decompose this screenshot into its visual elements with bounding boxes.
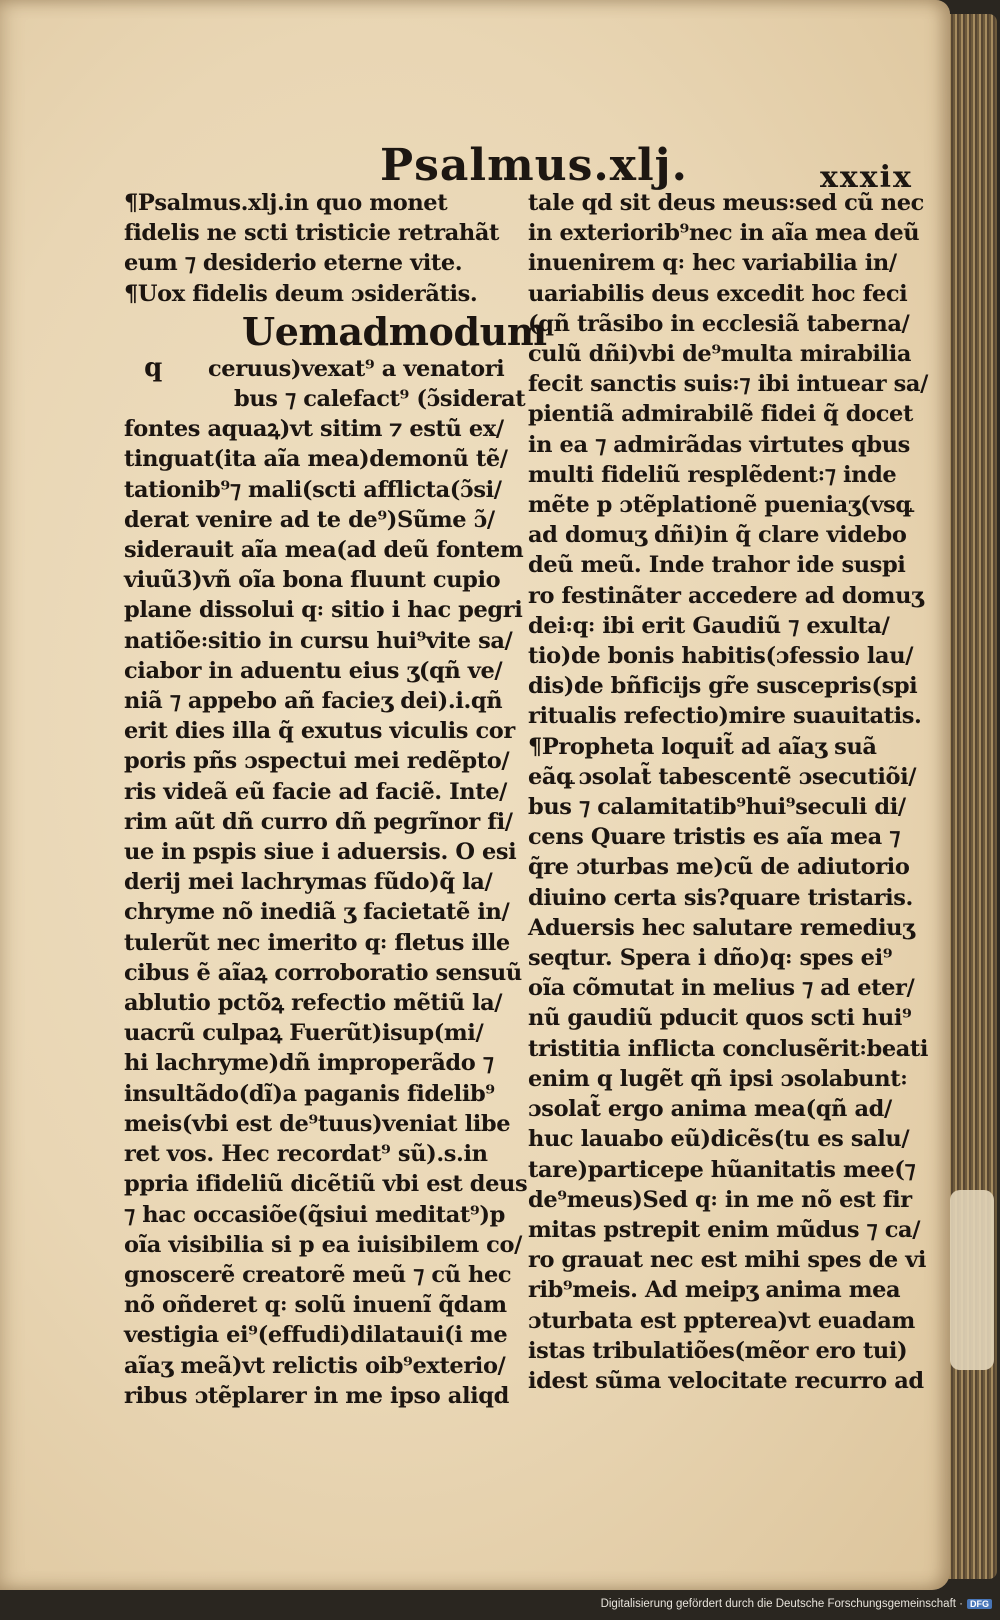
text-line: inuenirem q꞉ hec variabilia in/ (528, 250, 897, 277)
text-line: (qñ trãsibo in ecclesiã taberna/ (528, 310, 910, 337)
text-line: nõ oñderet q꞉ solũ inuenĩ q̃dam (124, 1292, 507, 1319)
text-line: aĩaʒ meã)vt relictis oib⁹exterio/ (124, 1352, 506, 1379)
text-line: cibus ẽ aĩaꝝ corroboratio sensuũ (124, 959, 522, 986)
text-line: tinguat(ita aĩa mea)demonũ tẽ/ (124, 446, 508, 473)
text-line: derij mei lachrymas fũdo)q̃ la/ (124, 869, 493, 896)
text-line: viuũ3)vñ oĩa bona fluunt cupio (124, 567, 501, 594)
text-line: dis)de bñficijs gr̃e suscepris(spi (528, 673, 918, 700)
text-line: eãq꜡ ɔsolat̃ tabescentẽ ɔsecutiõi/ (528, 763, 917, 790)
folio-number: xxxix (820, 160, 913, 195)
text-line: siderauit aĩa mea(ad deũ fontem (124, 537, 524, 564)
text-line: gnoscerẽ creatorẽ meũ ⁊ cũ hec (124, 1261, 512, 1288)
text-line: bus ⁊ calefact⁹ (ɔ̃siderat (234, 386, 526, 413)
text-line: hi lachryme)dñ improperãdo ⁊ (124, 1050, 494, 1077)
text-line: ue in pspis siue i aduersis. O esi (124, 839, 517, 866)
text-line: q̃re ɔturbas me)cũ de adiutorio (528, 854, 910, 881)
text-line: multi fideliũ resplẽdent꞉⁊ inde (528, 461, 897, 488)
drop-letter: q (144, 352, 162, 383)
running-title: Psalmus.xlj. (380, 140, 688, 191)
text-line: tale qd sit deus meus꞉sed cũ nec (528, 190, 924, 216)
text-line: cens Quare tristis es aĩa mea ⁊ (528, 824, 900, 851)
text-line: ad domuʒ dñi)in q̃ clare videbo (528, 522, 907, 549)
text-line: oĩa visibilia si p ea iuisibilem co/ (124, 1231, 522, 1258)
dfg-logo: DFG (967, 1599, 992, 1609)
text-line: ɔturbata est ppterea)vt euadam (528, 1307, 915, 1334)
text-line: vestigia ei⁹(effudi)dilataui(i me (124, 1322, 508, 1349)
text-line: ritualis refectio)mire suauitatis. (528, 703, 922, 730)
text-line: in ea ⁊ admirãdas virtutes qbus (528, 431, 910, 458)
text-line: dei꞉q꞉ ibi erit Gaudiũ ⁊ exulta/ (528, 612, 890, 639)
text-line: pientiã admirabilẽ fidei q̃ docet (528, 401, 913, 428)
text-line: tristitia inflicta conclusẽrit꞉beati (528, 1035, 929, 1062)
left-column-body (124, 352, 528, 1411)
text-line: fontes aquaꝝ)vt sitim ⁊ estũ ex/ (124, 416, 504, 443)
text-line: fecit sanctis suis꞉⁊ ibi intuear sa/ (528, 371, 928, 398)
text-line: bus ⁊ calamitatib⁹hui⁹seculi di/ (528, 794, 906, 821)
text-line: de⁹meus)Sed q꞉ in me nõ est fir (528, 1186, 912, 1213)
text-line: ¶Psalmus.xlj.in quo monet (124, 190, 448, 216)
right-column (528, 188, 938, 1396)
text-line: rib⁹meis. Ad meipʒ anima mea (528, 1277, 901, 1304)
text-line: erit dies illa q̃ exutus viculis cor (124, 718, 515, 745)
text-line: ro festinãter accedere ad domuʒ (528, 582, 924, 609)
left-column-intro (124, 188, 520, 309)
text-line: ɔsolat̃ ergo anima mea(qñ ad/ (528, 1096, 892, 1123)
text-line: nũ gaudiũ pducit quos scti hui⁹ (528, 1005, 912, 1032)
text-line: poris pñs ɔspectui mei redẽpto/ (124, 748, 510, 775)
text-line: ⁊ hac occasiõe(q̃siui meditat⁹)p (124, 1201, 505, 1228)
text-line: ro grauat nec est mihi spes de vi (528, 1247, 927, 1274)
text-line: seqtur. Spera i dño)q꞉ spes ei⁹ (528, 945, 893, 972)
text-line: ¶Uox fidelis deum ɔsiderãtis. (124, 280, 478, 307)
text-line: diuino certa sis?quare tristaris. (528, 884, 913, 911)
text-line: istas tribulatiões(mẽor ero tui) (528, 1337, 908, 1364)
text-line: mitas pstrepit enim mũdus ⁊ ca/ (528, 1216, 921, 1243)
text-line: fidelis ne scti tristicie retrahãt (124, 220, 500, 247)
text-line: oĩa cõmutat in melius ⁊ ad eter/ (528, 975, 915, 1002)
text-line (124, 353, 520, 384)
text-line: rim aũt dñ curro dñ pegrĩnor fi/ (124, 808, 513, 835)
text-line: tationib⁹⁊ mali(scti afflicta(ɔ̃si/ (124, 476, 502, 503)
text-line: ablutio pctõꝝ refectio mẽtiũ la/ (124, 990, 503, 1017)
credit-text: Digitalisierung gefördert durch die Deutsche Forschungsgemeinschaft · (600, 1598, 963, 1610)
text-line: enim q lugẽt qñ ipsi ɔsolabunt꞉ (528, 1065, 908, 1092)
text-line: ciabor in aduentu eius ʒ(qñ ve/ (124, 657, 503, 684)
text-line: ret vos. Hec recordat⁹ sũ).s.in (124, 1141, 488, 1168)
text-line: meis(vbi est de⁹tuus)veniat libe (124, 1110, 511, 1137)
text-line: ppria ifideliũ dicẽtiũ vbi est deus (124, 1171, 528, 1198)
text-line: mẽte p ɔtẽplationẽ pueniaʒ(vsq꜡ (528, 492, 911, 519)
text-line: Aduersis hec salutare remediuʒ (528, 914, 915, 941)
text-line: plane dissolui q꞉ sitio i hac pegri (124, 597, 523, 624)
text-line: culũ dñi)vbi de⁹multa mirabilia (528, 341, 912, 368)
text-line: niã ⁊ appebo añ facieʒ dei).i.qñ (124, 688, 503, 715)
text-line: in exteriorib⁹nec in aĩa mea deũ (528, 220, 920, 247)
psalm-incipit-heading: Uemadmodum (242, 308, 547, 354)
text-line: insultãdo(dĩ)a paganis fidelib⁹ (124, 1080, 495, 1107)
text-line: tio)de bonis habitis(ɔfessio lau/ (528, 643, 914, 670)
text-line: idest sũma velocitate recurro ad (528, 1367, 924, 1394)
text-line: ribus ɔtẽplarer in me ipso aliqd (124, 1382, 509, 1409)
text-line: tulerũt nec imerito q꞉ fletus ille (124, 929, 510, 956)
text-line: uariabilis deus excedit hoc feci (528, 280, 908, 307)
right-column-body (528, 188, 938, 1396)
left-column (124, 188, 547, 1411)
text-line: ris videã eũ facie ad faciẽ. Inte/ (124, 778, 507, 805)
text-line: chryme nõ inediã ʒ facietatẽ in/ (124, 899, 510, 926)
text-line: deũ meũ. Inde trahor ide suspi (528, 552, 906, 579)
text-line: tare)particepe hũanitatis mee(⁊ (528, 1156, 916, 1183)
text-line: uacrũ culpaꝝ Fuerũt)isup(mi/ (124, 1020, 484, 1047)
text-line-content: ceruus)vexat⁹ a venatori (208, 355, 505, 382)
text-line: ¶Propheta loquit̃ ad aĩaʒ suã (528, 733, 877, 760)
text-line: derat venire ad te de⁹)Sũme ɔ̃/ (124, 506, 495, 533)
digitization-credit (601, 1598, 992, 1610)
text-line: huc lauabo eũ)dicẽs(tu es salu/ (528, 1126, 910, 1153)
page-tab-edge (950, 1190, 994, 1370)
text-line: natiõe꞉sitio in cursu hui⁹vite sa/ (124, 627, 513, 654)
text-line: eum ⁊ desiderio eterne vite. (124, 250, 463, 277)
